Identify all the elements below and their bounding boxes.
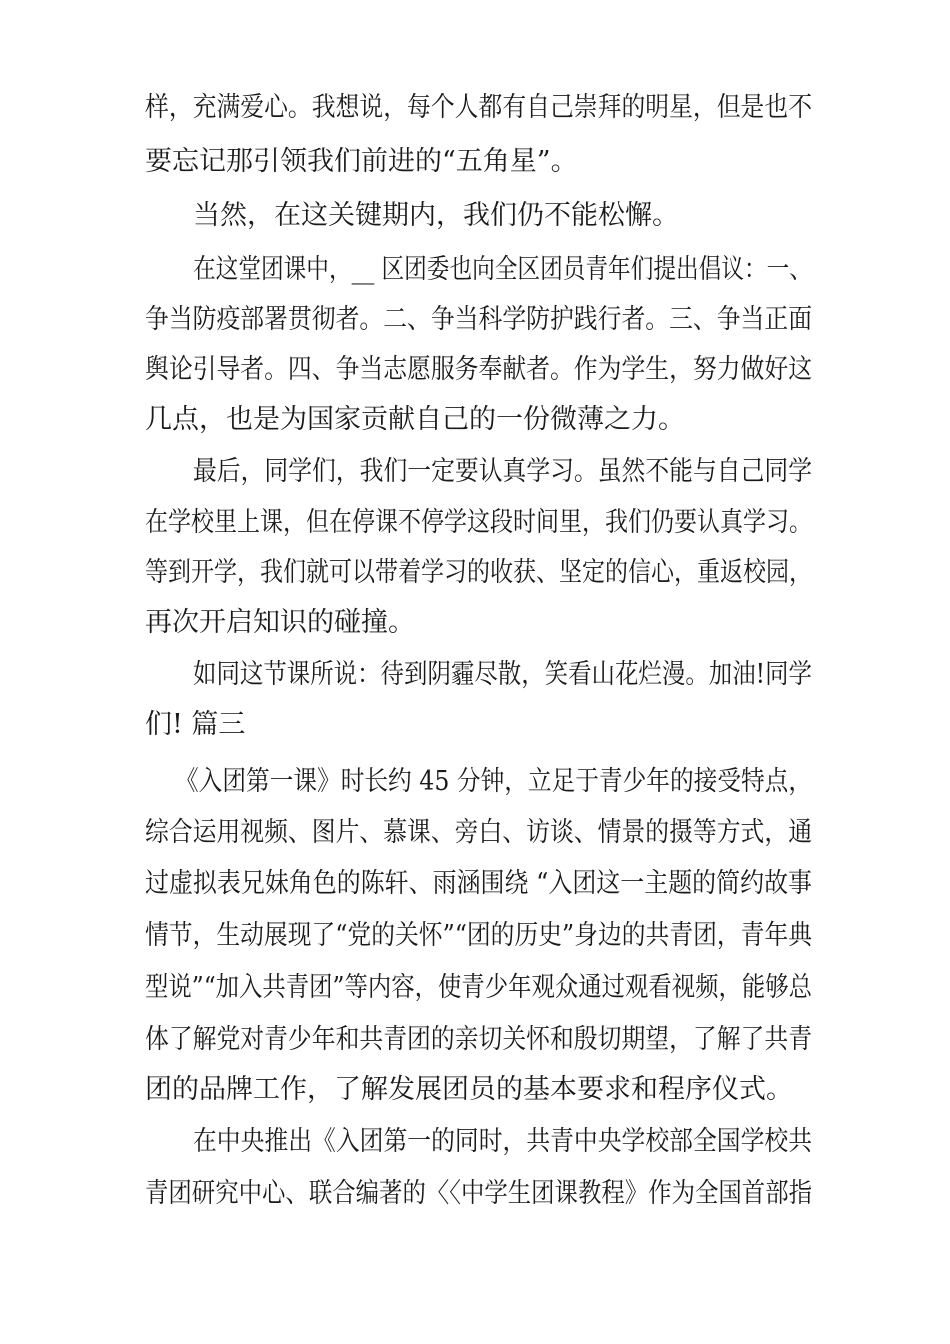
- text-line: 体了解党对青少年和共青团的亲切关怀和殷切期望，了解了共青: [145, 1024, 813, 1055]
- text-line: 如同这节课所说：待到阴霾尽散，笑看山花烂漫。加油!同学: [193, 659, 812, 690]
- text-line: 舆论引导者。四、争当志愿服务奉献者。作为学生，努力做好这: [145, 354, 813, 385]
- text-line: 当然，在这关键期内，我们仍不能松懈。: [193, 200, 679, 231]
- text-line: 要忘记那引领我们前进的“五角星”。: [145, 146, 578, 177]
- text-line: 在这堂团课中，__ 区团委也向全区团员青年们提出倡议：一、: [193, 254, 812, 285]
- text-line: 综合运用视频、图片、慕课、旁白、访谈、情景的摄等方式，通: [145, 817, 813, 848]
- text-line: 青团研究中心、联合编著的〈〈中学生团课教程》作为全国首部指: [145, 1178, 813, 1209]
- text-line: 争当防疫部署贯彻者。二、争当科学防护践行者。三、争当正面: [145, 304, 813, 335]
- text-line: 最后，同学们，我们一定要认真学习。虽然不能与自己同学: [193, 456, 813, 487]
- text-line: 在中央推出《入团第一的同时，共青中央学校部全国学校共: [193, 1126, 813, 1157]
- text-line: 样，充满爱心。我想说，每个人都有自己崇拜的明星，但是也不: [145, 92, 813, 123]
- text-line: 们! 篇三: [145, 709, 246, 740]
- text-line: 《入团第一课》时长约 45 分钟，立足于青少年的接受特点，: [175, 766, 813, 797]
- text-line: 等到开学，我们就可以带着学习的收获、坚定的信心，重返校园，: [145, 557, 813, 588]
- text-line: 几点，也是为国家贡献自己的一份微薄之力。: [145, 404, 685, 435]
- text-line: 团的品牌工作，了解发展团员的基本要求和程序仪式。: [145, 1074, 793, 1105]
- text-line: 再次开启知识的碰撞。: [145, 607, 415, 638]
- text-line: 在学校里上课，但在停课不停学这段时间里，我们仍要认真学习。: [145, 507, 813, 538]
- text-line: 情节，生动展现了“党的关怀”“团的历史”身边的共青团，青年典: [145, 920, 813, 951]
- text-line: 过虚拟表兄妹角色的陈轩、雨涵围绕 “入团这一主题的简约故事: [145, 868, 813, 899]
- text-line: 型说”“加入共青团”等内容，使青少年观众通过观看视频，能够总: [145, 972, 813, 1003]
